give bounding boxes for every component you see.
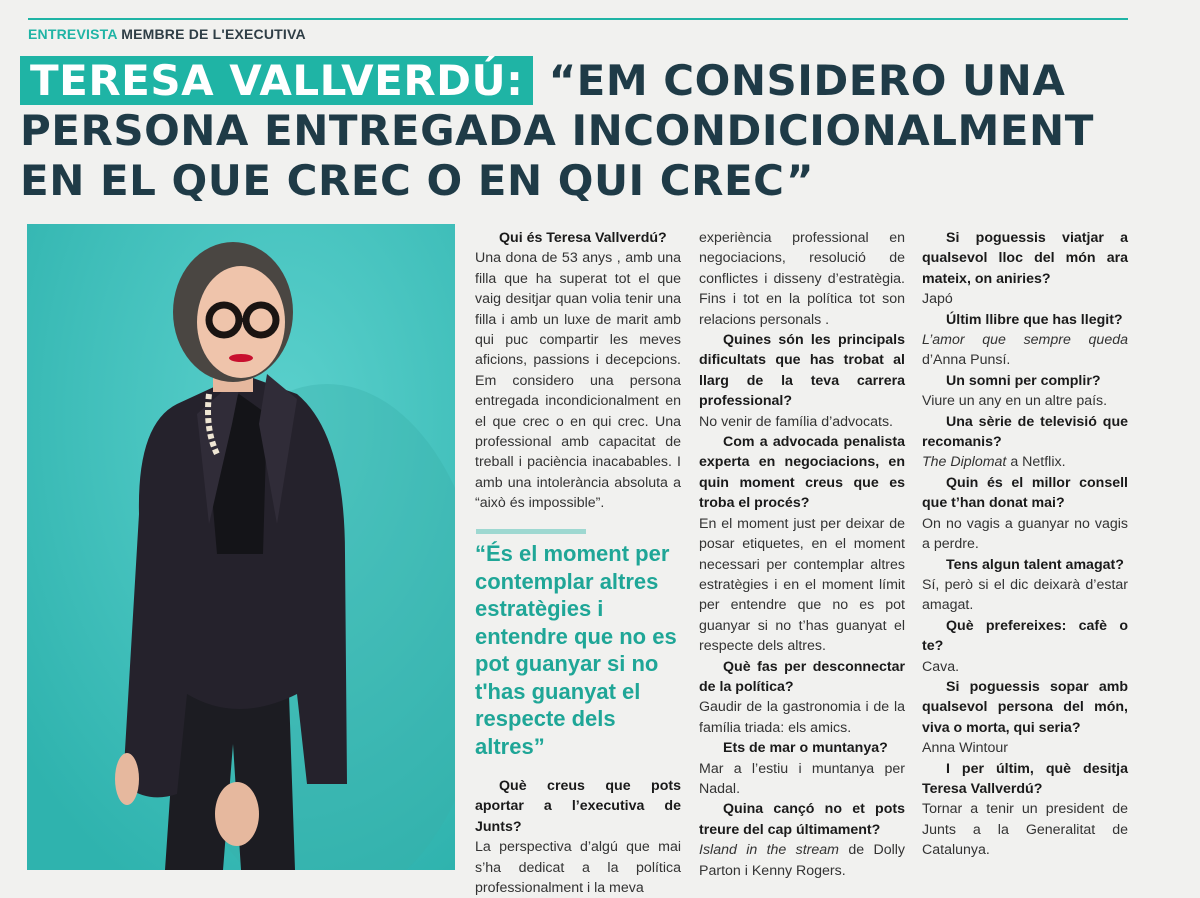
- headline: [20, 56, 1160, 206]
- column-1-bottom: [475, 776, 681, 898]
- subsection-label: MEMBRE DE L'EXECUTIVA: [121, 26, 306, 42]
- answer: Tornar a tenir un president de Junts a la Generalitat de Catalunya.: [922, 801, 1128, 859]
- answer: Sí, però si el dic deixarà d’estar amagat.: [922, 576, 1128, 614]
- answer: experiència professional en negociacions, resolució de conflictes i disseny d’estratègia. Fins i tot en la política tot son relacions personals .: [699, 230, 905, 328]
- question: Quin és el millor consell que t’han donat mai?: [922, 474, 1128, 512]
- question: Una sèrie de televisió que recomanis?: [922, 413, 1128, 451]
- answer: Japó: [922, 291, 953, 308]
- answer: En el moment just per deixar de posar etiquetes, en el moment necessari per contemplar altres estratègies i en el moment límit per entendre que no es pot guanyar si no t’has guanyat el respecte dels altres.: [699, 515, 905, 655]
- answer: Mar a l’estiu i muntanya per Nadal.: [699, 760, 905, 797]
- headline-quote: “EM CONSIDERO UNA PERSONA ENTREGADA INCONDICIONALMENT EN EL QUE CREC O EN QUI CREC”: [20, 56, 1094, 205]
- portrait-illustration: [27, 224, 455, 870]
- answer: Anna Wintour: [922, 740, 1008, 757]
- question: Com a advocada penalista experta en negociacions, en quin moment creus que es troba el procés?: [699, 434, 905, 512]
- question: Quines són les principals dificultats que has trobat al llarg de la teva carrera professional?: [699, 332, 905, 410]
- question: Què prefereixes: cafè o te?: [922, 617, 1128, 655]
- answer: Cava.: [922, 658, 960, 675]
- answer: Viure un any en un altre país.: [922, 393, 1108, 410]
- question: Si poguessis viatjar a qualsevol lloc del món ara mateix, on aniries?: [922, 230, 1128, 287]
- question: Què fas per desconnectar de la política?: [699, 658, 905, 695]
- answer: Gaudir de la gastronomia i de la família triada: els amics.: [699, 699, 905, 736]
- book-title: L’amor que sempre queda: [922, 332, 1128, 349]
- question: Quina cançó no et pots treure del cap últimament?: [699, 801, 905, 838]
- answer: [922, 330, 1128, 371]
- question: Què creus que pots aportar a l’executiva de Junts?: [475, 778, 681, 835]
- header-rule: [28, 18, 1128, 20]
- question: I per últim, què desitja Teresa Vallverdú?: [922, 760, 1128, 797]
- answer: [699, 840, 905, 881]
- pull-quote: “És el moment per contemplar altres estratègies i entendre que no es pot guanyar si no t'has guanyat el respecte dels altres”: [475, 541, 677, 759]
- question: Tens algun talent amagat?: [946, 556, 1124, 573]
- question: Qui és Teresa Vallverdú?: [499, 230, 667, 246]
- question: Si poguessis sopar amb qualsevol persona del món, viva o morta, qui seria?: [922, 678, 1128, 736]
- answer: No venir de família d’advocats.: [699, 413, 893, 430]
- series-title: The Diplomat: [922, 454, 1007, 471]
- headline-name: TERESA VALLVERDÚ:: [20, 56, 533, 105]
- answer: Una dona de 53 anys , amb una filla que ha superat tot el que vaig desitjar quan volia tenir una filla i amb un luxe de marit amb qui puc compartir les meves aficions, passions i decepcions. Em considero una persona entregada incondicionalment en el que crec o en qui crec. Una professional amb capacitat de treball i paciència inacabables. I amb una intolerància absoluta a “això és impossible”.: [475, 250, 681, 512]
- song-title: Island in the stream: [699, 842, 839, 859]
- section-label: ENTREVISTA: [28, 26, 118, 42]
- question: Ets de mar o muntanya?: [723, 740, 888, 757]
- answer: On no vagis a guanyar no vagis a perdre.: [922, 515, 1128, 553]
- column-1: [475, 228, 681, 514]
- answer: La perspectiva d’algú que mai s’ha dedicat a la política professionalment i la meva: [475, 839, 681, 897]
- answer-text: de Dolly Parton i Kenny Rogers.: [699, 842, 905, 879]
- question: Un somni per complir?: [946, 372, 1101, 389]
- section-kicker: [28, 26, 306, 42]
- portrait-photo: [27, 224, 455, 870]
- column-2: [699, 228, 905, 881]
- answer-text: a Netflix.: [1006, 454, 1066, 471]
- question: Últim llibre que has llegit?: [946, 311, 1123, 328]
- answer-text: d’Anna Punsí.: [922, 352, 1011, 369]
- column-3: [922, 228, 1128, 861]
- answer: [922, 452, 1128, 472]
- pull-quote-rule: [476, 529, 586, 534]
